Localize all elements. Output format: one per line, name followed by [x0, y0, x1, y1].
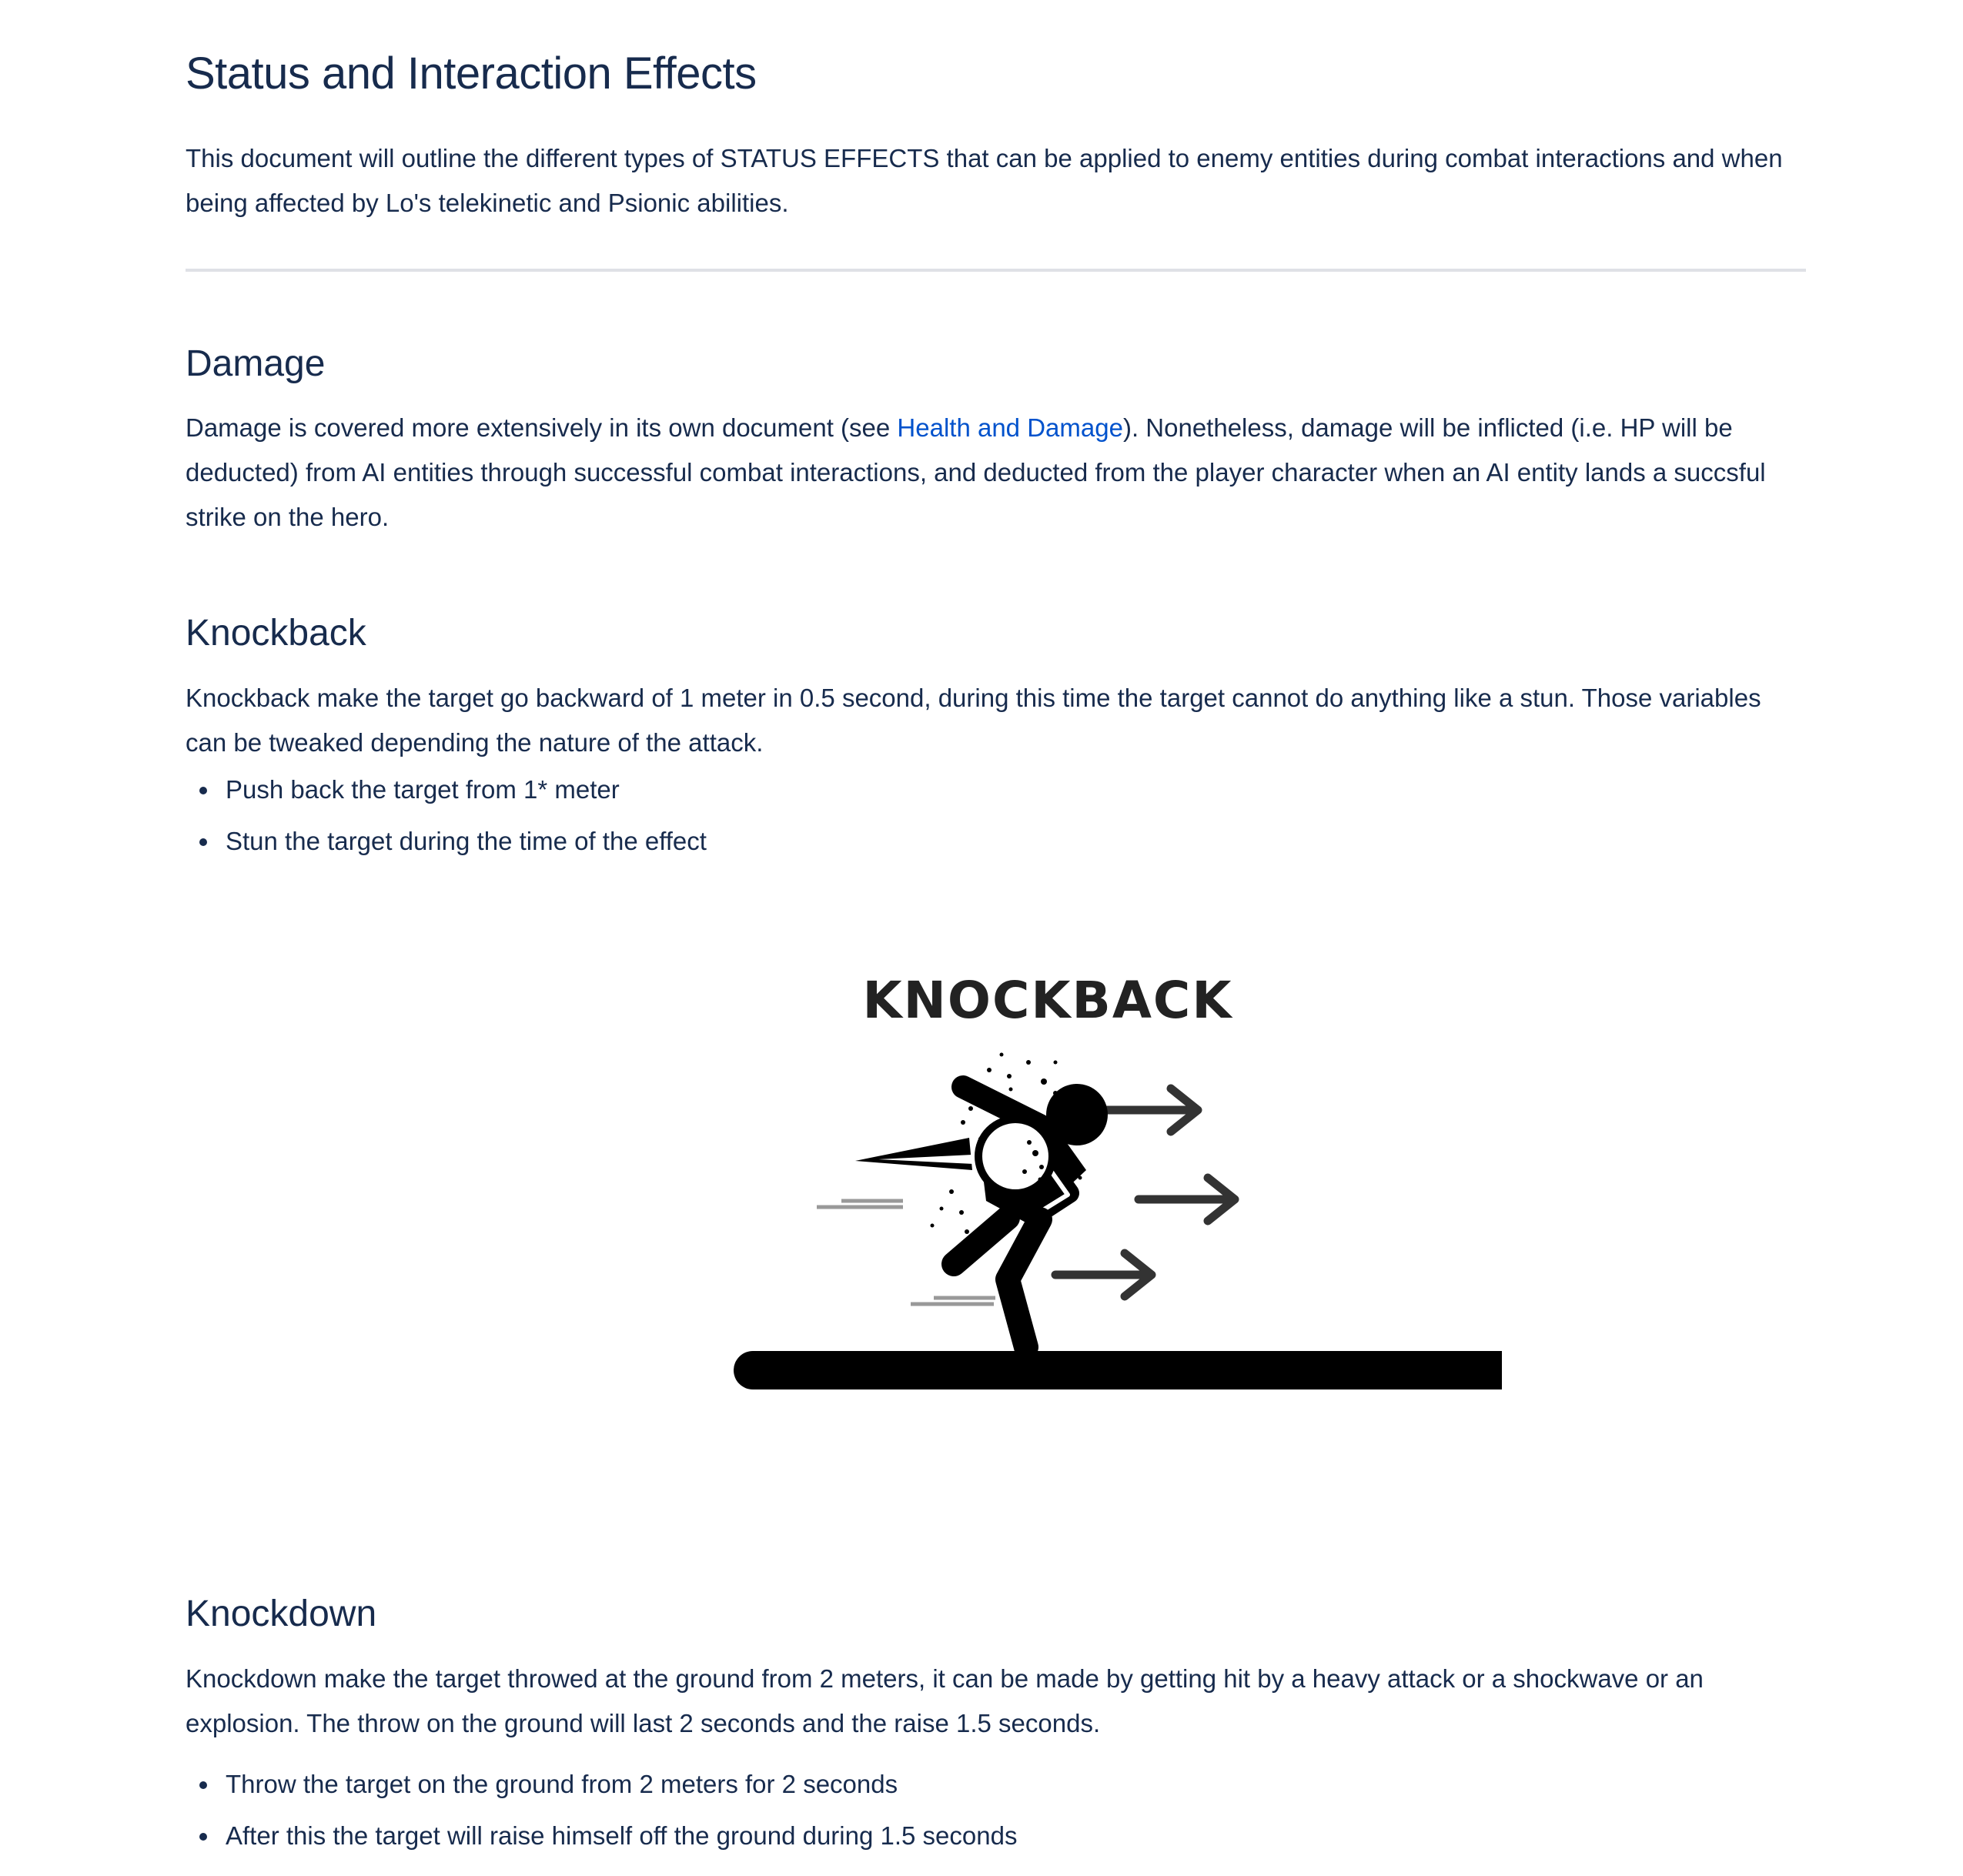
- list-item: [186, 1762, 1806, 1807]
- health-and-damage-link[interactable]: Health and Damage: [897, 413, 1123, 442]
- list-item-text: After this the target will raise himself off the ground during 1.5 seconds: [226, 1821, 1018, 1850]
- knockback-heading: Knockback: [186, 613, 366, 654]
- damage-text-start: Damage is covered more extensively in its own document (see: [186, 413, 898, 442]
- arrow-right-icon: [1055, 1253, 1152, 1296]
- knockback-bullet-list: [186, 767, 1806, 871]
- knockback-paragraph: Knockback make the target go backward of 1 meter in 0.5 second, during this time the target cannot do anything like a stun. Those variables can be tweaked depending the nature of the attack.: [186, 684, 1761, 757]
- damage-paragraph: [186, 406, 1806, 540]
- list-item-text: Push back the target from 1* meter: [226, 775, 620, 804]
- knockdown-bullet-list: [186, 1762, 1806, 1865]
- intro-paragraph: This document will outline the different types of STATUS EFFECTS that can be applied to enemy entities during combat interactions and when being affected by Lo's telekinetic and Psionic abilities.: [186, 144, 1783, 217]
- section-divider: [186, 269, 1806, 272]
- knockdown-paragraph: Knockdown make the target throwed at the ground from 2 meters, it can be made by getting hit by a heavy attack or a shockwave or an explosion. The throw on the ground will last 2 seconds and the raise 1.5 seconds.: [186, 1664, 1704, 1737]
- bullet-icon: [199, 1781, 207, 1789]
- damage-heading: Damage: [186, 343, 326, 384]
- page-title: Status and Interaction Effects: [186, 48, 757, 99]
- knockdown-heading: Knockdown: [186, 1593, 377, 1634]
- bullet-icon: [199, 1833, 207, 1841]
- bullet-icon: [199, 787, 207, 794]
- list-item: [186, 819, 1806, 864]
- list-item: [186, 1814, 1806, 1858]
- arrow-right-icon: [1139, 1178, 1235, 1221]
- list-item-text: Throw the target on the ground from 2 meters for 2 seconds: [226, 1770, 898, 1798]
- list-item: [186, 767, 1806, 812]
- ground-bar: [734, 1351, 1502, 1389]
- knockback-image-caption: KNOCKBACK: [862, 971, 1233, 1030]
- list-item-text: Stun the target during the time of the effect: [226, 827, 707, 855]
- arrow-right-icon: [1102, 1088, 1198, 1132]
- knockback-illustration: [547, 947, 1502, 1424]
- bullet-icon: [199, 838, 207, 846]
- damage-text-end: ). Nonetheless, damage will be inflicted (i.e. HP will be deducted) from AI entities through successful combat interactions, and deducted from the player character when an AI entity lands a succsful strike on the hero.: [186, 413, 1766, 531]
